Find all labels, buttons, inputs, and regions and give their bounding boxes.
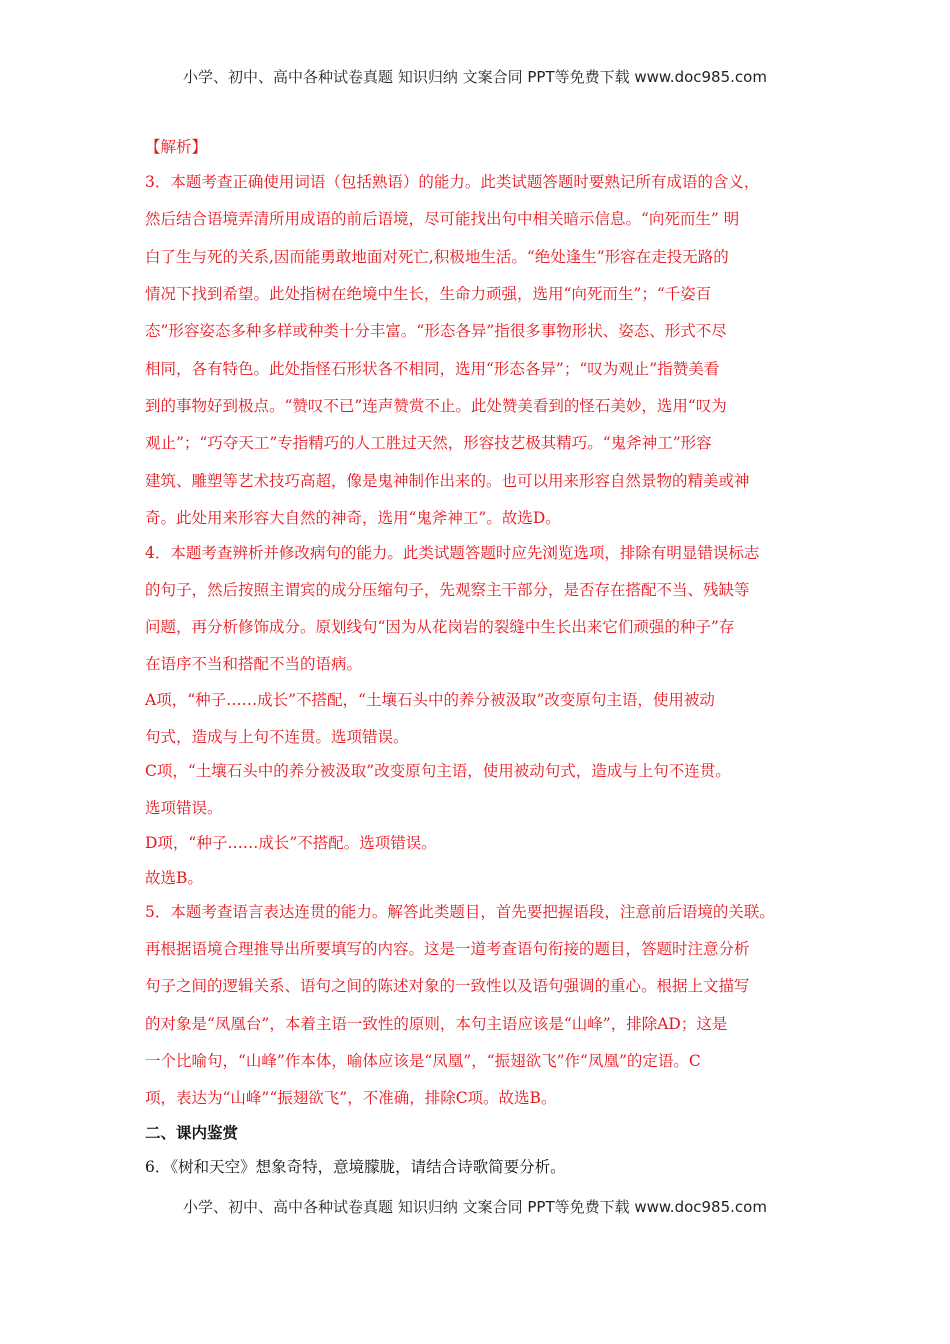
analysis-line: 到的事物好到极点。“赞叹不已”连声赞赏不止。此处赞美看到的怪石美妙，选用“叹为 bbox=[145, 397, 727, 415]
analysis-line: 选项错误。 bbox=[145, 799, 223, 817]
analysis-line: 一个比喻句，“山峰”作本体，喻体应该是“凤凰”，“振翅欲飞”作“凤凰”的定语。C bbox=[145, 1052, 701, 1070]
analysis-line: 观止”；“巧夺天工”专指精巧的人工胜过天然，形容技艺极其精巧。“鬼斧神工”形容 bbox=[145, 434, 712, 452]
page-header: 小学、初中、高中各种试卷真题 知识归纳 文案合同 PPT等免费下载 www.doc985.com bbox=[183, 68, 767, 86]
analysis-line: 奇。此处用来形容大自然的神奇，选用“鬼斧神工”。故选D。 bbox=[145, 509, 561, 527]
analysis-line: 句式，造成与上句不连贯。选项错误。 bbox=[145, 728, 409, 746]
analysis-line: 4．本题考查辨析并修改病句的能力。此类试题答题时应先浏览选项，排除有明显错误标志 bbox=[145, 544, 760, 562]
analysis-line: 3．本题考查正确使用词语（包括熟语）的能力。此类试题答题时要熟记所有成语的含义， bbox=[145, 173, 760, 191]
analysis-line: 项，表达为“山峰”“振翅欲飞”，不准确，排除C项。故选B。 bbox=[145, 1089, 557, 1107]
analysis-line: 再根据语境合理推导出所要填写的内容。这是一道考查语句衔接的题目，答题时注意分析 bbox=[145, 940, 750, 958]
analysis-line: 在语序不当和搭配不当的语病。 bbox=[145, 655, 363, 673]
analysis-line: A项，“种子……成长”不搭配，“土壤石头中的养分被汲取”改变原句主语，使用被动 bbox=[145, 691, 715, 709]
section-heading: 二、课内鉴赏 bbox=[145, 1123, 239, 1142]
analysis-line: 建筑、雕塑等艺术技巧高超，像是鬼神制作出来的。也可以用来形容自然景物的精美或神 bbox=[145, 472, 750, 490]
question-text: 6．《树和天空》想象奇特，意境朦胧，请结合诗歌简要分析。 bbox=[145, 1158, 566, 1176]
analysis-line: C项，“土壤石头中的养分被汲取”改变原句主语，使用被动句式，造成与上句不连贯。 bbox=[145, 762, 731, 780]
analysis-line: 白了生与死的关系,因而能勇敢地面对死亡,积极地生活。“绝处逢生”形容在走投无路的 bbox=[145, 248, 729, 266]
page-footer: 小学、初中、高中各种试卷真题 知识归纳 文案合同 PPT等免费下载 www.doc985.com bbox=[183, 1198, 767, 1216]
analysis-line: 故选B。 bbox=[145, 869, 203, 887]
analysis-line: D项，“种子……成长”不搭配。选项错误。 bbox=[145, 834, 437, 852]
analysis-line: 的对象是“凤凰台”，本着主语一致性的原则，本句主语应该是“山峰”，排除AD；这是 bbox=[145, 1015, 728, 1033]
analysis-line: 情况下找到希望。此处指树在绝境中生长，生命力顽强，选用“向死而生”；“千姿百 bbox=[145, 285, 712, 303]
analysis-line: 的句子，然后按照主谓宾的成分压缩句子，先观察主干部分，是否存在搭配不当、残缺等 bbox=[145, 581, 750, 599]
analysis-line: 5．本题考查语言表达连贯的能力。解答此类题目，首先要把握语段，注意前后语境的关联。 bbox=[145, 903, 775, 921]
analysis-line: 态”形容姿态多种多样或种类十分丰富。“形态各异”指很多事物形状、姿态、形式不尽 bbox=[145, 322, 727, 340]
analysis-line: 【解析】 bbox=[145, 138, 208, 156]
analysis-line: 问题，再分析修饰成分。原划线句“因为从花岗岩的裂缝中生长出来它们顽强的种子”存 bbox=[145, 618, 735, 636]
analysis-line: 然后结合语境弄清所用成语的前后语境，尽可能找出句中相关暗示信息。“向死而生” 明 bbox=[145, 210, 740, 228]
analysis-line: 相同，各有特色。此处指怪石形状各不相同，选用“形态各异”；“叹为观止”指赞美看 bbox=[145, 360, 720, 378]
analysis-line: 句子之间的逻辑关系、语句之间的陈述对象的一致性以及语句强调的重心。根据上文描写 bbox=[145, 977, 750, 995]
